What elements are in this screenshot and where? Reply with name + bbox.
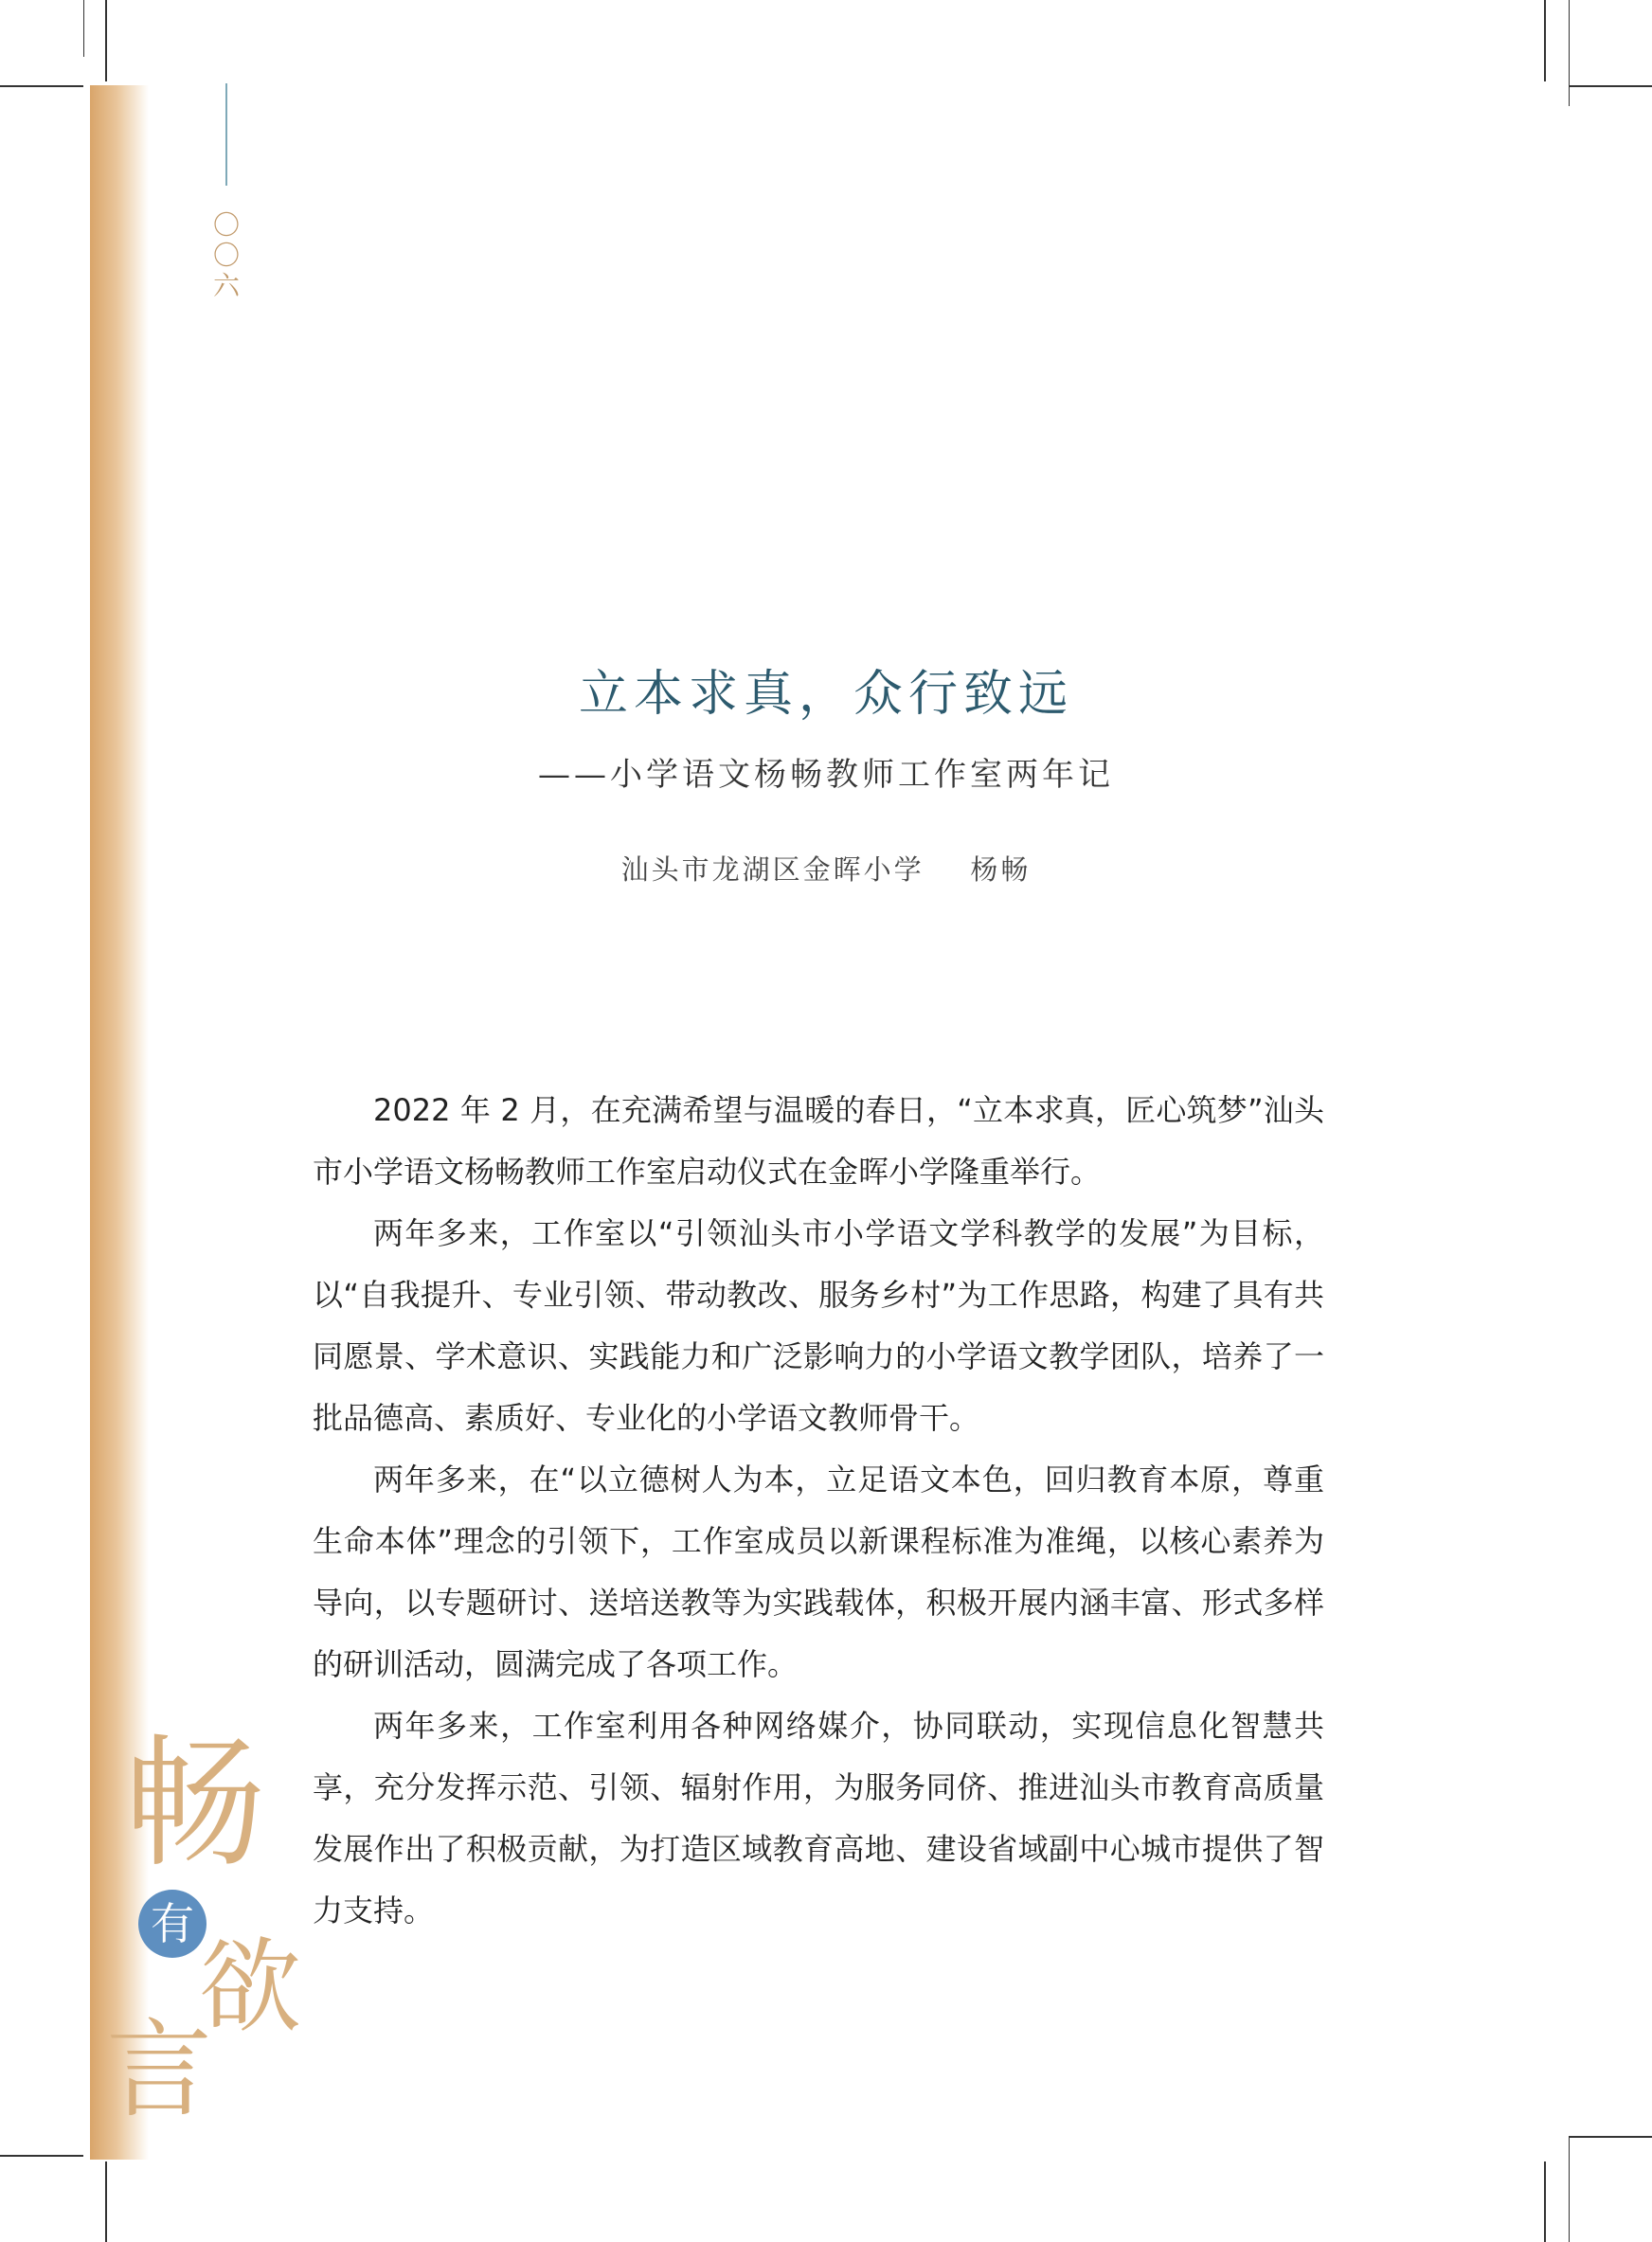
section-emblem-char-3: 欲 xyxy=(199,1928,302,2047)
crop-mark-br-h xyxy=(1569,2136,1652,2138)
article-subtitle: ——小学语文杨畅教师工作室两年记 xyxy=(538,756,1114,794)
page-number-digit: 六 xyxy=(212,270,240,301)
section-emblem-char-1: 畅 xyxy=(123,1722,266,1887)
crop-mark-tr-v2 xyxy=(1569,0,1570,106)
page-number xyxy=(212,210,241,301)
section-emblem-char-4: 言 xyxy=(106,2009,212,2132)
page-number-digit: 〇 xyxy=(212,209,240,241)
crop-mark-tr-v xyxy=(1544,0,1546,81)
body-paragraph: 2022 年 2 月，在充满希望与温暖的春日，“立本求真，匠心筑梦”汕头市小学语文杨畅教师工作室启动仪式在金晖小学隆重举行。 xyxy=(313,1092,1324,1190)
folio-rule xyxy=(225,83,227,186)
section-emblem-char-2: 有 xyxy=(138,1890,206,1958)
crop-mark-tl-v xyxy=(105,0,107,81)
crop-mark-bl-h xyxy=(0,2155,83,2157)
article-title: 立本求真，众行致远 xyxy=(578,666,1073,723)
body-paragraph: 两年多来，工作室利用各种网络媒介，协同联动，实现信息化智慧共享，充分发挥示范、引领、辐射作用，为服务同侪、推进汕头市教育高质量发展作出了积极贡献，为打造区域教育高地、建设省域副中心城市提供了智力支持。 xyxy=(313,1708,1324,1928)
crop-mark-tl-v2 xyxy=(83,0,84,57)
page-number-digit: 〇 xyxy=(212,240,240,271)
crop-mark-bl-v xyxy=(105,2161,107,2242)
body-paragraph: 两年多来，工作室以“引领汕头市小学语文学科教学的发展”为目标，以“自我提升、专业引领、带动教改、服务乡村”为工作思路，构建了具有共同愿景、学术意识、实践能力和广泛影响力的小学语文教学团队，培养了一批品德高、素质好、专业化的小学语文教师骨干。 xyxy=(313,1215,1324,1436)
author-line: 汕头市龙湖区金晖小学 杨畅 xyxy=(620,853,1032,886)
crop-mark-br-v2 xyxy=(1569,2136,1570,2242)
crop-mark-tr-h xyxy=(1569,85,1652,87)
crop-mark-br-v xyxy=(1544,2161,1546,2242)
body-paragraph: 两年多来，在“以立德树人为本，立足语文本色，回归教育本原，尊重生命本体”理念的引领下，工作室成员以新课程标准为准绳，以核心素养为导向，以专题研讨、送培送教等为实践载体，积极开展内涵丰富、形式多样的研训活动，圆满完成了各项工作。 xyxy=(313,1462,1324,1682)
article-body xyxy=(313,1080,1324,1942)
crop-mark-tl-h xyxy=(0,85,83,87)
